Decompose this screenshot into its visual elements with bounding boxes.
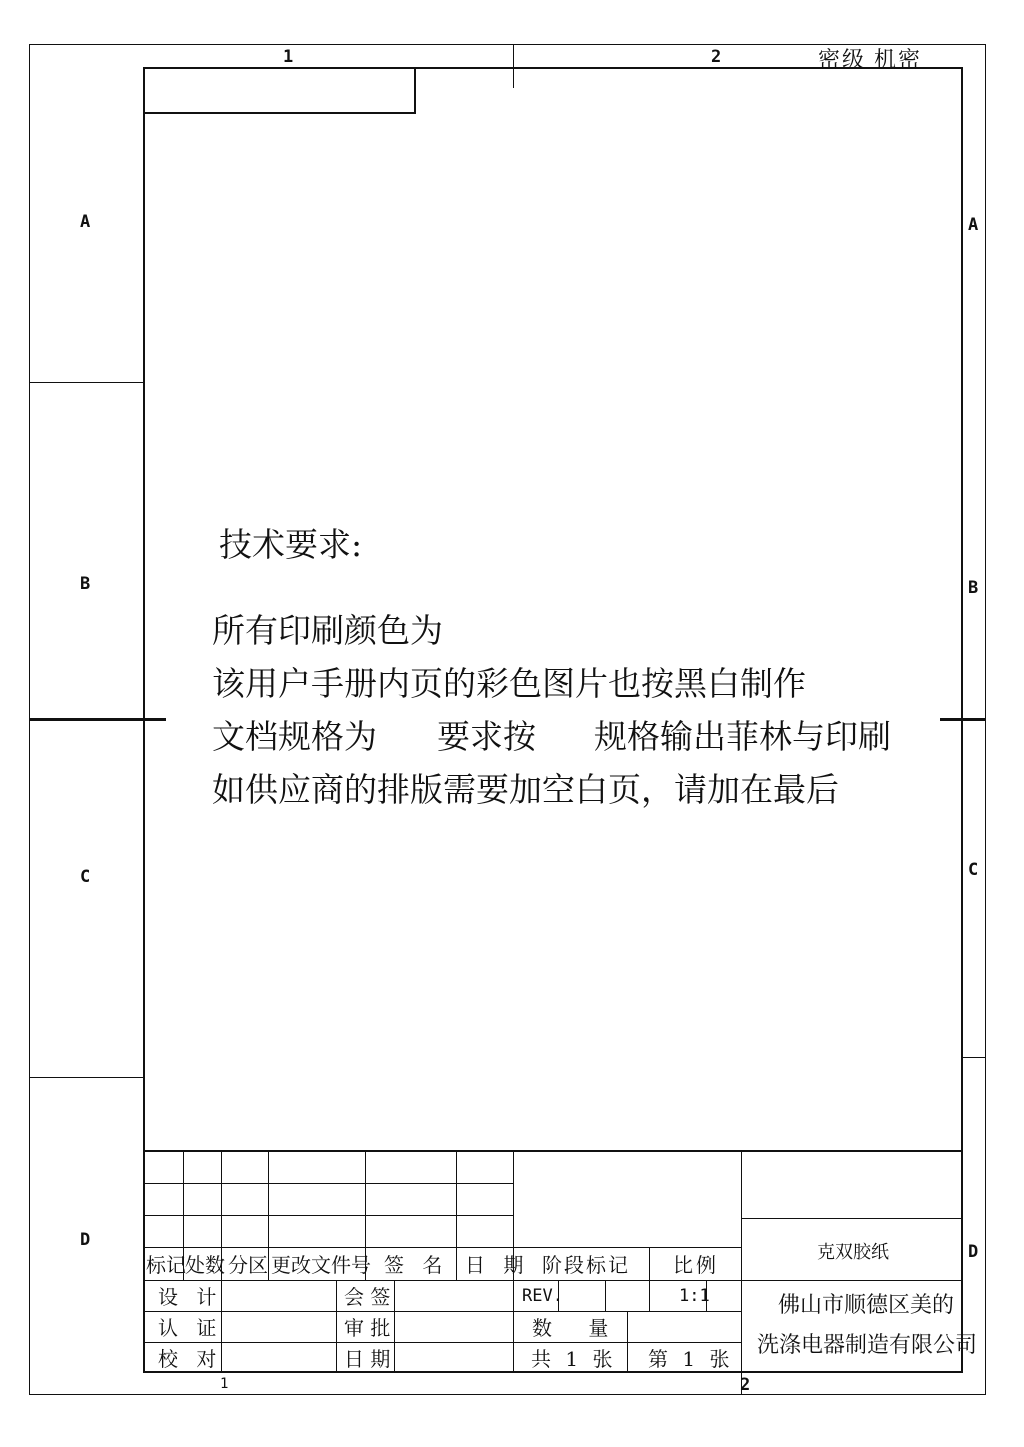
tb-material: 克双胶纸 (817, 1242, 889, 1263)
left-zone-divider-bc (29, 718, 166, 721)
tb-quantity-label: 数 量 (532, 1316, 609, 1340)
tb-vline-roles-mid2 (394, 1280, 395, 1372)
left-zone-divider-ab (29, 382, 143, 383)
tb-vline-rev2 (605, 1280, 606, 1311)
tb-header-scale: 比例 (673, 1253, 719, 1277)
tb-vline-qty (627, 1311, 628, 1372)
secrecy-level-label: 密级 (818, 48, 867, 73)
left-zone-label-b: B (80, 574, 91, 594)
tb-header-change-doc: 更改文件号 (271, 1253, 371, 1277)
tb-company-line-1: 佛山市顺德区美的 (778, 1293, 955, 1318)
bottom-col-label-1: 1 (220, 1376, 229, 1392)
tb-role-review: 审 批 (344, 1316, 391, 1340)
tb-vline-signature (456, 1151, 457, 1281)
bottom-col-label-2: 2 (740, 1375, 751, 1395)
tech-requirement-line-3c: 规格输出菲林与印刷 (594, 717, 891, 756)
tech-requirement-line-1: 所有印刷颜色为 (212, 611, 443, 650)
tb-role-date: 日 期 (344, 1347, 391, 1371)
tb-header-date: 日 期 (465, 1253, 530, 1277)
left-zone-label-c: C (80, 867, 91, 887)
tb-hline-material-top (741, 1218, 963, 1219)
tb-role-countersign: 会 签 (344, 1285, 391, 1309)
secrecy-level-value: 机密 (874, 48, 923, 73)
tb-role-design: 设 计 (158, 1285, 223, 1309)
outer-border-bottom (29, 1394, 986, 1395)
tb-hline-6 (143, 1342, 741, 1343)
tb-role-approve-auth: 认 证 (158, 1316, 223, 1340)
top-col-label-1: 1 (283, 47, 294, 67)
tb-hline-2 (143, 1215, 513, 1216)
left-zone-divider-cd (29, 1077, 143, 1078)
tech-requirement-line-3a: 文档规格为 (212, 717, 377, 756)
right-zone-label-c: C (968, 860, 979, 880)
tb-sheets-total: 共 1 张 (531, 1347, 613, 1371)
right-zone-label-a: A (968, 215, 979, 235)
tech-requirements-heading: 技术要求: (219, 525, 363, 564)
top-col-label-2: 2 (711, 47, 722, 67)
inner-frame-bottom (143, 1371, 963, 1373)
tb-hline-5 (143, 1311, 741, 1312)
tb-hline-3 (143, 1247, 741, 1248)
tb-vline-stage-scale (649, 1247, 650, 1311)
right-zone-label-d: D (968, 1242, 979, 1262)
left-zone-label-a: A (80, 212, 91, 232)
tb-vline-roles-mid (336, 1280, 337, 1372)
tech-requirement-line-3b: 要求按 (437, 717, 536, 756)
tb-header-count: 处数 (185, 1253, 225, 1277)
top-column-divider (513, 44, 514, 88)
left-zone-label-d: D (80, 1230, 91, 1250)
tech-requirement-line-4: 如供应商的排版需要加空白页，请加在最后 (212, 770, 839, 809)
top-left-box-right (414, 67, 416, 113)
tb-rev-label: REV. (522, 1286, 563, 1306)
tb-hline-4 (143, 1280, 963, 1281)
tb-header-signature: 签 名 (384, 1253, 449, 1277)
tb-company-line-2: 洗涤电器制造有限公司 (757, 1333, 978, 1358)
tb-vline-right-block (741, 1151, 742, 1372)
right-zone-divider-cd (963, 1057, 986, 1058)
tb-hline-1 (143, 1183, 513, 1184)
tb-scale-value: 1:1 (679, 1286, 710, 1306)
right-zone-divider-bc (940, 718, 986, 721)
top-left-box-bottom (143, 112, 416, 114)
tb-header-mark: 标记 (146, 1253, 186, 1277)
tb-vline-zone (268, 1151, 269, 1281)
tb-header-stage-mark: 阶段标记 (542, 1253, 630, 1277)
tb-sheet-number: 第 1 张 (648, 1347, 730, 1371)
right-zone-label-b: B (968, 578, 979, 598)
tb-header-zone: 分区 (228, 1253, 268, 1277)
tech-requirement-line-2: 该用户手册内页的彩色图片也按黑白制作 (212, 664, 806, 703)
tb-top-line (143, 1150, 963, 1152)
tb-role-proofread: 校 对 (158, 1347, 223, 1371)
